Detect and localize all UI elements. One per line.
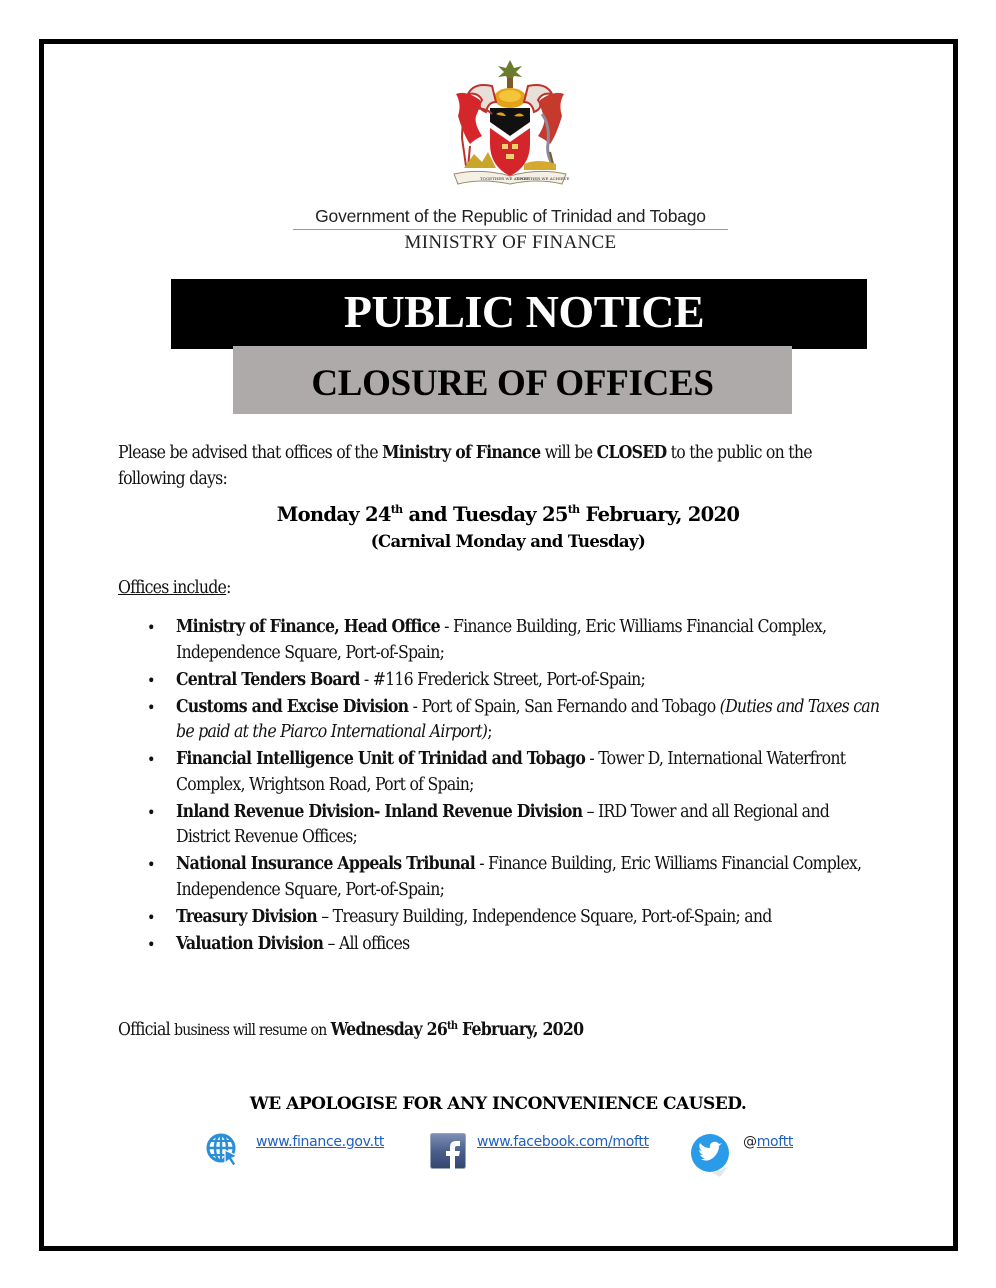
crest-motto-left: TOGETHER WE ASPIRE	[480, 176, 530, 181]
office-list-item	[147, 852, 886, 903]
office-list-item	[147, 695, 886, 746]
office-name: Central Tenders Board	[176, 669, 360, 690]
closure-dates	[118, 503, 898, 526]
bullet-icon: •	[147, 670, 155, 690]
facebook-link-wrapper	[477, 1134, 649, 1150]
website-link-wrapper	[256, 1134, 384, 1150]
crest-motto-right: TOGETHER WE ACHIEVE	[516, 176, 570, 181]
coat-of-arms-icon	[440, 56, 580, 191]
intro-paragraph	[118, 441, 878, 492]
intro-text: will be	[540, 443, 597, 463]
twitter-handle-wrapper	[743, 1134, 793, 1150]
separator: ;	[487, 722, 492, 742]
date-text: February, 2020	[579, 503, 740, 526]
ordinal-suffix: th	[390, 503, 403, 516]
closure-of-offices-banner: CLOSURE OF OFFICES	[233, 346, 792, 414]
office-list-item	[147, 932, 886, 958]
office-detail: Tower D, International Waterfront Complex, Wrightson Road, Port of Spain;	[176, 749, 846, 795]
separator: -	[474, 854, 489, 874]
office-detail: Port of Spain, San Fernando and Tobago	[421, 696, 720, 717]
office-note: (Duties and Taxes can be paid at the Piarco International Airport)	[176, 696, 880, 742]
date-text: and Tuesday 25	[402, 503, 568, 526]
bullet-icon: •	[147, 618, 155, 637]
twitter-icon[interactable]	[690, 1133, 734, 1177]
office-name: Ministry of Finance, Head Office	[176, 617, 440, 637]
office-name: Treasury Division	[176, 906, 318, 927]
office-name: Inland Revenue Division- Inland Revenue Division	[176, 801, 583, 822]
resume-date-bold: Wednesday 26	[330, 1020, 448, 1040]
office-detail: Finance Building, Eric Williams Financial Complex, Independence Square, Port-of-Spain;	[176, 617, 827, 663]
bullet-icon: •	[147, 907, 155, 927]
offices-include-label	[118, 576, 231, 602]
office-name: National Insurance Appeals Tribunal	[176, 854, 475, 874]
offices-label-colon: :	[226, 578, 231, 598]
office-name: Financial Intelligence Unit of Trinidad and Tobago	[176, 749, 586, 769]
closure-dates-subtitle: (Carnival Monday and Tuesday)	[370, 532, 646, 551]
resume-text: business will resume on	[174, 1021, 327, 1039]
bullet-icon: •	[147, 855, 155, 874]
facebook-link[interactable]: www.facebook.com/moftt	[477, 1134, 649, 1150]
separator: -	[408, 696, 422, 717]
bullet-icon: •	[147, 934, 155, 954]
at-symbol: @	[743, 1134, 757, 1150]
resume-business-line	[118, 1018, 878, 1044]
office-detail: Finance Building, Eric Williams Financial Complex, Independence Square, Port-of-Spain;	[176, 854, 862, 900]
office-list	[147, 615, 886, 959]
intro-text: to the public on the following days:	[118, 443, 812, 489]
offices-label-text: Offices include	[118, 578, 227, 598]
intro-closed-bold: CLOSED	[596, 443, 667, 463]
office-detail: #116 Frederick Street, Port-of-Spain;	[372, 669, 646, 690]
resume-text: Official	[118, 1020, 175, 1040]
separator: -	[359, 669, 373, 690]
twitter-link[interactable]: moftt	[756, 1134, 794, 1150]
government-line: Government of the Republic of Trinidad and Tobago	[293, 206, 728, 230]
date-text: Monday 24	[276, 503, 391, 526]
bullet-icon: •	[147, 750, 155, 769]
separator: –	[582, 801, 598, 822]
public-notice-banner: PUBLIC NOTICE	[171, 279, 867, 349]
facebook-icon[interactable]	[430, 1133, 466, 1169]
office-detail: All offices	[338, 933, 410, 954]
ministry-line: MINISTRY OF FINANCE	[404, 232, 617, 253]
intro-text: Please be advised that offices of the	[118, 443, 383, 463]
bullet-icon: •	[147, 697, 155, 717]
ordinal-suffix: th	[567, 503, 580, 516]
office-list-item	[147, 668, 886, 694]
separator: –	[317, 906, 333, 927]
office-list-item	[147, 905, 886, 931]
office-detail: Treasury Building, Independence Square, Port-of-Spain; and	[332, 906, 772, 927]
separator: –	[323, 933, 339, 954]
separator: -	[585, 749, 599, 769]
bullet-icon: •	[147, 802, 155, 822]
office-detail: IRD Tower and all Regional and District Revenue Offices;	[176, 801, 830, 847]
office-list-item	[147, 615, 886, 666]
ordinal-suffix: th	[447, 1019, 458, 1032]
office-name: Valuation Division	[176, 933, 324, 954]
apology-line: WE APOLOGISE FOR ANY INCONVENIENCE CAUSED.	[249, 1094, 747, 1114]
office-name: Customs and Excise Division	[176, 696, 409, 717]
intro-ministry-bold: Ministry of Finance	[382, 443, 541, 463]
office-list-item	[147, 747, 886, 798]
resume-date-bold: February, 2020	[457, 1020, 584, 1040]
website-link[interactable]: www.finance.gov.tt	[256, 1134, 385, 1150]
globe-web-icon[interactable]	[205, 1132, 243, 1170]
office-list-item	[147, 800, 886, 851]
separator: -	[439, 617, 453, 637]
